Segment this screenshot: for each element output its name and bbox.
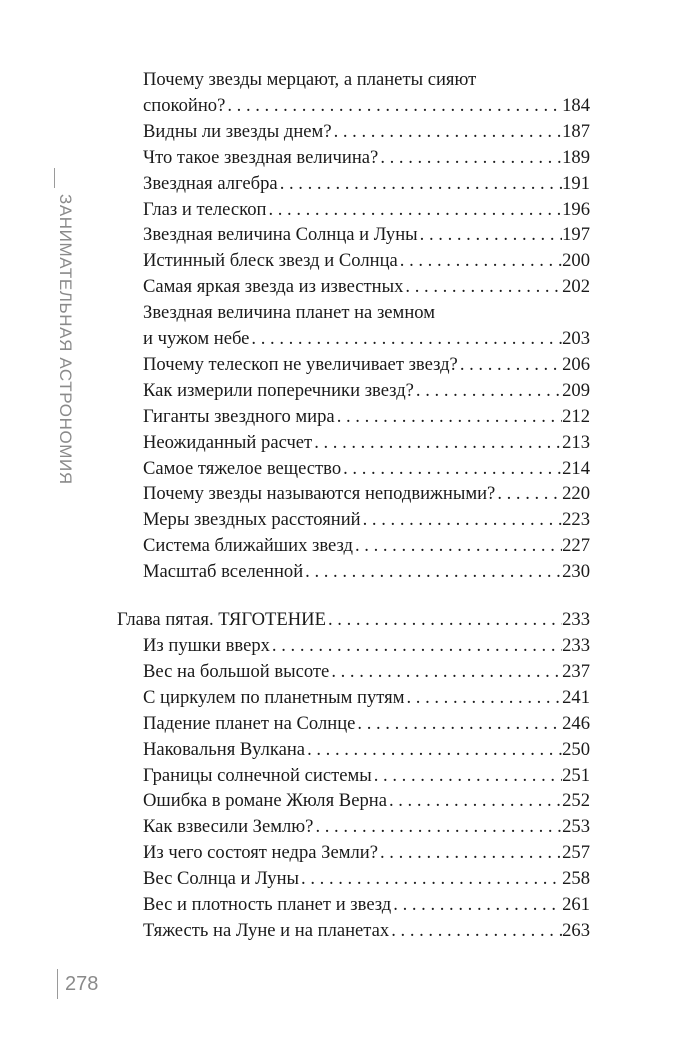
toc-leader-dots <box>278 171 562 197</box>
toc-leader-dots <box>378 840 562 866</box>
toc-leader-dots <box>404 685 562 711</box>
toc-entry[interactable] <box>143 456 590 482</box>
toc-entry-title: Почему телескоп не увеличивает звезд? <box>143 354 458 375</box>
toc-entry-title: Истинный блеск звезд и Солнца <box>143 250 398 271</box>
toc-entry-page: 187 <box>562 121 590 142</box>
page-number-rule <box>57 969 58 999</box>
toc-entry-page: 200 <box>562 250 590 271</box>
toc-entry[interactable] <box>143 711 590 737</box>
toc-entry-page: 261 <box>562 894 590 915</box>
toc-entry[interactable] <box>143 404 590 430</box>
page-number: 278 <box>65 972 99 995</box>
toc-leader-dots <box>303 559 562 585</box>
toc-entry-title: Вес Солнца и Луны <box>143 868 300 889</box>
toc-entry-page: 214 <box>562 458 590 479</box>
toc-entry-title: спокойно? <box>143 95 226 116</box>
toc-entry[interactable] <box>143 248 590 274</box>
toc-entry-page: 213 <box>562 432 590 453</box>
toc-leader-dots <box>378 145 562 171</box>
toc-chapter-entry[interactable] <box>117 607 590 633</box>
toc-leader-dots <box>389 918 562 944</box>
toc-entry[interactable] <box>143 300 590 326</box>
toc-entry-title: Падение планет на Солнце <box>143 713 356 734</box>
toc-entry-title: Глаз и телескоп <box>143 199 267 220</box>
toc-entry-page: 212 <box>562 406 590 427</box>
toc-entry[interactable] <box>143 145 590 171</box>
toc-leader-dots <box>312 430 562 456</box>
toc-entry-page: 251 <box>562 765 590 786</box>
toc-entry-title: Неожиданный расчет <box>143 432 313 453</box>
toc-entry-title: Вес на большой высоте <box>143 661 330 682</box>
toc-entry[interactable] <box>143 171 590 197</box>
toc-entry-title: Границы солнечной системы <box>143 765 372 786</box>
running-title <box>51 168 75 485</box>
toc-entry[interactable] <box>143 892 590 918</box>
toc-entry-page: 230 <box>562 561 590 582</box>
toc-entry[interactable] <box>143 685 590 711</box>
toc-leader-dots <box>391 892 562 918</box>
toc-entry[interactable] <box>143 840 590 866</box>
toc-entry-page: 246 <box>562 713 590 734</box>
toc-entry-title: Звездная величина Солнца и Луны <box>143 224 418 245</box>
toc-entry-page: 258 <box>562 868 590 889</box>
toc-entry-page: 227 <box>562 535 590 556</box>
page-number-area <box>57 969 98 999</box>
toc-entry-title: С циркулем по планетным путям <box>143 687 405 708</box>
toc-leader-dots <box>326 607 562 633</box>
running-title-rule <box>54 168 55 188</box>
toc-leader-dots <box>355 711 562 737</box>
toc-entry[interactable] <box>143 481 590 507</box>
toc-leader-dots <box>387 788 562 814</box>
toc-entry-title: и чужом небе <box>143 328 250 349</box>
toc-leader-dots <box>270 633 562 659</box>
toc-entry-page: 252 <box>562 790 590 811</box>
toc-leader-dots <box>353 533 562 559</box>
toc-entry[interactable] <box>143 67 590 93</box>
toc-entry-page: 257 <box>562 842 590 863</box>
toc-entry-page: 209 <box>562 380 590 401</box>
toc-leader-dots <box>305 737 562 763</box>
toc-leader-dots <box>418 222 562 248</box>
toc-entry-title: Наковальня Вулкана <box>143 739 306 760</box>
toc-leader-dots <box>361 507 562 533</box>
toc-entry[interactable] <box>143 352 590 378</box>
toc-entry-page: 253 <box>562 816 590 837</box>
toc-entry[interactable] <box>143 507 590 533</box>
toc-leader-dots <box>249 326 562 352</box>
toc-entry[interactable] <box>143 430 590 456</box>
toc-entry-page: 233 <box>562 609 590 630</box>
toc-entry[interactable] <box>143 814 590 840</box>
toc-entry-page: 196 <box>562 199 590 220</box>
toc-leader-dots <box>299 866 562 892</box>
toc-entry-page: 202 <box>562 276 590 297</box>
toc-entry[interactable] <box>143 866 590 892</box>
toc-entry-page: 233 <box>562 635 590 656</box>
toc-entry-page: 203 <box>562 328 590 349</box>
toc-entry[interactable] <box>143 378 590 404</box>
running-title-text: ЗАНИМАТЕЛЬНАЯ АСТРОНОМИЯ <box>56 194 75 485</box>
toc-entry-title: Как взвесили Землю? <box>143 816 314 837</box>
toc-entry-title: Система ближайших звезд <box>143 535 353 556</box>
toc-leader-dots <box>414 378 562 404</box>
toc-entry-title: Самая яркая звезда из известных <box>143 276 404 297</box>
toc-entry-title: Глава пятая. ТЯГОТЕНИЕ <box>117 609 326 630</box>
toc-entry-title: Ошибка в романе Жюля Верна <box>143 790 387 811</box>
toc-entry[interactable] <box>143 659 590 685</box>
toc-entry-title: Из чего состоят недра Земли? <box>143 842 378 863</box>
toc-leader-dots <box>332 119 563 145</box>
toc-entry[interactable] <box>143 918 590 944</box>
toc-entry-title: Из пушки вверх <box>143 635 270 656</box>
toc-leader-dots <box>313 814 562 840</box>
toc-entry-title: Почему звезды называются неподвижными? <box>143 483 496 504</box>
toc-entry-page: 237 <box>562 661 590 682</box>
toc-entry-title: Тяжесть на Луне и на планетах <box>143 920 390 941</box>
toc-leader-dots <box>495 481 562 507</box>
toc-leader-dots <box>225 93 562 119</box>
toc-entry-page: 189 <box>562 147 590 168</box>
toc-entry[interactable] <box>143 93 590 119</box>
toc-entry-title: Самое тяжелое вещество <box>143 458 342 479</box>
toc-leader-dots <box>266 197 562 223</box>
toc-entry-page: 197 <box>562 224 590 245</box>
toc-leader-dots <box>398 248 562 274</box>
toc-entry-title: Видны ли звезды днем? <box>143 121 332 142</box>
toc-entry-title: Меры звездных расстояний <box>143 509 361 530</box>
toc-entry[interactable] <box>143 633 590 659</box>
toc-entry-title: Звездная величина планет на земном <box>143 302 435 323</box>
toc-entry[interactable] <box>143 763 590 789</box>
toc-entry-page: 250 <box>562 739 590 760</box>
toc-entry-page: 191 <box>562 173 590 194</box>
toc-entry[interactable] <box>143 326 590 352</box>
toc-entry-title: Масштаб вселенной <box>143 561 304 582</box>
toc-leader-dots <box>372 763 562 789</box>
toc-entry[interactable] <box>143 222 590 248</box>
toc-entry-page: 241 <box>562 687 590 708</box>
toc-entry[interactable] <box>143 737 590 763</box>
toc-leader-dots <box>403 274 562 300</box>
toc-entry-page: 220 <box>562 483 590 504</box>
toc-entry-title: Почему звезды мерцают, а планеты сияют <box>143 69 477 90</box>
toc-entry[interactable] <box>143 559 590 585</box>
toc-entry[interactable] <box>143 788 590 814</box>
toc-leader-dots <box>329 659 562 685</box>
toc-entry[interactable] <box>143 119 590 145</box>
toc-entry-page: 263 <box>562 920 590 941</box>
toc-entry[interactable] <box>143 197 590 223</box>
toc-entry[interactable] <box>143 533 590 559</box>
toc-entry-page: 206 <box>562 354 590 375</box>
toc-entry-page: 223 <box>562 509 590 530</box>
toc-entry-title: Звездная алгебра <box>143 173 278 194</box>
toc-leader-dots <box>341 456 562 482</box>
toc-entry[interactable] <box>143 274 590 300</box>
toc-entry-title: Гиганты звездного мира <box>143 406 335 427</box>
toc-leader-dots <box>335 404 562 430</box>
toc-entry-page: 184 <box>562 95 590 116</box>
toc-entry-title: Что такое звездная величина? <box>143 147 379 168</box>
toc-entry-title: Как измерили поперечники звезд? <box>143 380 414 401</box>
toc-leader-dots <box>458 352 562 378</box>
toc-entry-title: Вес и плотность планет и звезд <box>143 894 392 915</box>
